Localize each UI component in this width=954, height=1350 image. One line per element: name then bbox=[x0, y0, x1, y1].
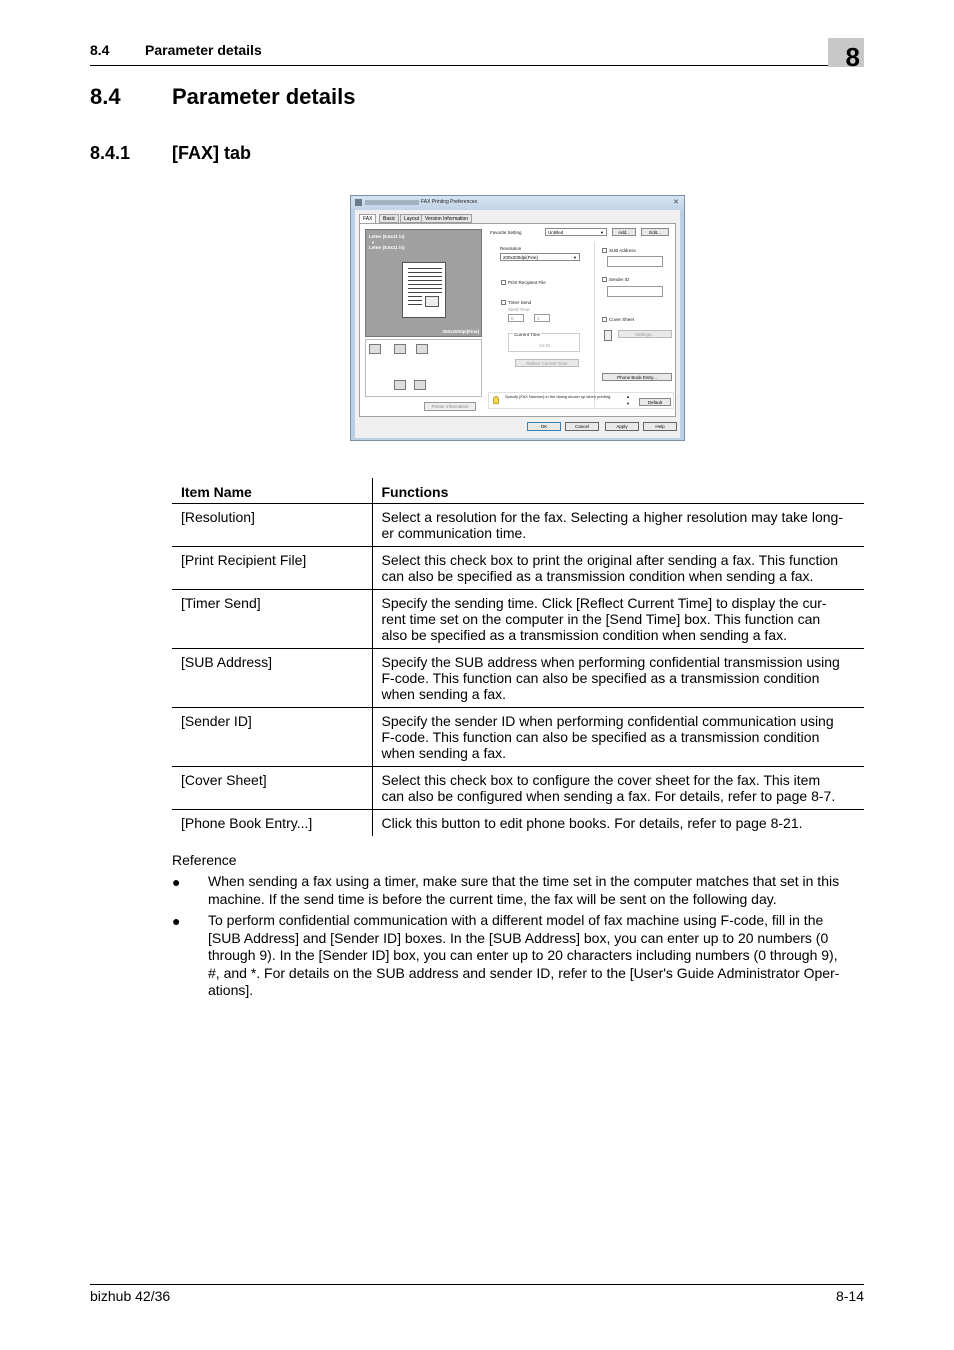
fax-preferences-screenshot bbox=[350, 195, 685, 441]
current-time-value: 12:41 bbox=[539, 343, 551, 348]
default-button[interactable]: Default bbox=[639, 398, 671, 406]
cover-sheet-checkbox[interactable] bbox=[602, 317, 607, 322]
scroll-up-icon[interactable]: ▲ bbox=[626, 394, 630, 399]
preview-page-icon bbox=[402, 262, 446, 318]
heading-title: Parameter details bbox=[172, 84, 356, 109]
item-name-cell: [Phone Book Entry...] bbox=[172, 809, 372, 836]
item-name-cell: [Resolution] bbox=[172, 503, 372, 546]
pane-divider bbox=[594, 242, 595, 407]
reflect-current-time-button[interactable]: Reflect Current Time bbox=[515, 359, 579, 367]
apply-button[interactable]: Apply bbox=[605, 422, 639, 431]
functions-cell: Specify the sender ID when performing confidential communication using F-code. This function can also be specified as a transmission condition when sending a fax. bbox=[372, 707, 864, 766]
preview-original-size: Letter (8.5x11 in) bbox=[369, 234, 405, 239]
help-button[interactable]: Help bbox=[643, 422, 677, 431]
chevron-down-icon: ▼ bbox=[573, 255, 577, 260]
chapter-number: 8 bbox=[845, 42, 860, 72]
fax-device-icon bbox=[369, 344, 381, 354]
running-header-section-number: 8.4 bbox=[90, 42, 110, 58]
running-header bbox=[90, 42, 864, 66]
resolution-label: Resolution bbox=[500, 246, 522, 251]
favorite-setting-label: Favorite Setting bbox=[490, 230, 522, 235]
reference-bullet-text: When sending a fax using a timer, make sure that the time set in the computer matches that set in this machine. If the send time is before the current time, the fax will be sent on the following day. bbox=[208, 873, 840, 907]
cover-stamp-icon bbox=[425, 296, 439, 307]
current-time-label: Current Time bbox=[514, 332, 541, 337]
sender-id-checkbox[interactable] bbox=[602, 277, 607, 282]
chapter-tab bbox=[828, 38, 864, 72]
window-titlebar bbox=[351, 196, 684, 210]
table-header-row bbox=[172, 478, 864, 503]
scroll-down-icon[interactable]: ▼ bbox=[626, 401, 630, 406]
functions-cell: Click this button to edit phone books. For details, refer to page 8-21. bbox=[381, 814, 803, 831]
subheading-title: [FAX] tab bbox=[172, 143, 251, 163]
bullet-icon: ● bbox=[172, 874, 181, 890]
hint-text: Specify [FAX Number] in the dialog shown up when printing. bbox=[505, 394, 612, 399]
functions-cell: Select this check box to print the original after sending a fax. This function can also be specified as a transmission condition when sending a fax. bbox=[372, 546, 864, 589]
bullet-icon: ● bbox=[172, 913, 181, 929]
cancel-button[interactable]: Cancel bbox=[565, 422, 599, 431]
hint-area bbox=[488, 392, 674, 409]
current-time-group bbox=[508, 333, 580, 352]
functions-cell: Specify the SUB address when performing confidential transmission using F-code. This function can also be specified as a transmission condition when sending a fax. bbox=[372, 648, 864, 707]
subheading-number: 8.4.1 bbox=[90, 143, 131, 163]
table-row bbox=[172, 648, 864, 707]
settings-button[interactable]: Settings... bbox=[618, 330, 672, 338]
footer-rule bbox=[90, 1284, 864, 1285]
timer-send-checkbox[interactable] bbox=[501, 300, 506, 305]
edit-button[interactable]: Edit... bbox=[641, 228, 669, 236]
option-icon bbox=[394, 344, 406, 354]
heading-number: 8.4 bbox=[90, 84, 121, 109]
blurred-printer-name bbox=[365, 200, 419, 205]
table-row bbox=[172, 809, 864, 836]
tab-fax[interactable]: FAX bbox=[359, 214, 376, 224]
timer-send-label: Timer Send bbox=[508, 300, 532, 305]
favorite-setting-select[interactable] bbox=[545, 228, 607, 236]
paper-preview bbox=[365, 229, 482, 337]
window-title: FAX Printing Preferences bbox=[421, 199, 478, 205]
preview-arrow-icon: ▼ bbox=[371, 240, 375, 245]
sub-address-checkbox[interactable] bbox=[602, 248, 607, 253]
lightbulb-icon bbox=[493, 396, 499, 404]
functions-cell: Select this check box to configure the cover sheet for the fax. This item can also be configured when sending a fax. For details, refer to page 8-7. bbox=[372, 766, 864, 809]
phone-book-entry-button[interactable]: Phone Book Entry... bbox=[602, 373, 672, 381]
table-row bbox=[172, 546, 864, 589]
sender-id-label: Sender ID bbox=[609, 277, 630, 282]
print-recipient-file-checkbox[interactable] bbox=[501, 280, 506, 285]
column-header-functions: Functions bbox=[372, 478, 864, 503]
tab-version-information[interactable]: Version Information bbox=[421, 214, 472, 223]
favorite-setting-value: Untitled bbox=[548, 230, 564, 235]
footer-page-number: 8-14 bbox=[835, 1288, 864, 1304]
reference-title: Reference bbox=[172, 852, 237, 868]
resolution-select[interactable] bbox=[500, 253, 580, 261]
preview-paper-size: Letter (8.5x11 in) bbox=[369, 245, 405, 250]
running-header-section-title: Parameter details bbox=[145, 42, 262, 58]
tab-basic[interactable]: Basic bbox=[379, 214, 399, 223]
chevron-down-icon: ▼ bbox=[600, 230, 604, 235]
fax-tab-panel bbox=[359, 223, 676, 417]
cover-sheet-icon bbox=[604, 330, 612, 341]
sub-address-label: SUB Address bbox=[609, 248, 636, 253]
window-body bbox=[355, 210, 680, 438]
item-name-cell: [Print Recipient File] bbox=[172, 546, 372, 589]
functions-cell: Select a resolution for the fax. Selecting a higher resolution may take long- er communication time. bbox=[372, 503, 864, 546]
sub-address-field[interactable] bbox=[607, 256, 663, 267]
tab-layout[interactable]: Layout bbox=[400, 214, 423, 223]
column-header-item-name: Item Name bbox=[172, 478, 372, 503]
table-row bbox=[172, 766, 864, 809]
send-time-minute-field[interactable]: 0 bbox=[534, 314, 550, 322]
parameter-table bbox=[172, 478, 864, 836]
send-time-hour-field[interactable]: 0 bbox=[508, 314, 524, 322]
item-name-cell: [Timer Send] bbox=[172, 589, 372, 648]
finisher-icon bbox=[394, 380, 406, 390]
close-icon[interactable]: ✕ bbox=[673, 199, 679, 206]
print-recipient-file-label: Print Recipient File bbox=[508, 280, 546, 285]
functions-cell: Specify the sending time. Click [Reflect Current Time] to display the cur- rent time set on the computer in the [Send Time] box. This function can also be specified as a transmission condition when sending a fax. bbox=[372, 589, 864, 648]
table-row bbox=[172, 589, 864, 648]
ok-button[interactable]: OK bbox=[527, 422, 561, 431]
preview-resolution: 200x200dpi(Fine) bbox=[442, 329, 479, 334]
table-row bbox=[172, 707, 864, 766]
item-name-cell: [Sender ID] bbox=[172, 707, 372, 766]
resolution-value: 200x200dpi(Fine) bbox=[503, 255, 539, 260]
printer-information-button[interactable]: Printer Information bbox=[424, 402, 476, 411]
settings-pane bbox=[486, 224, 676, 416]
item-name-cell: [SUB Address] bbox=[172, 648, 372, 707]
sender-id-field[interactable] bbox=[607, 286, 663, 297]
tray-icon bbox=[416, 344, 428, 354]
add-button[interactable]: Add... bbox=[612, 228, 636, 236]
users-icon bbox=[414, 380, 426, 390]
table-row bbox=[172, 503, 864, 546]
cover-sheet-label: Cover Sheet bbox=[609, 317, 635, 322]
printer-app-icon bbox=[355, 199, 362, 206]
footer-product-name: bizhub 42/36 bbox=[90, 1288, 171, 1304]
item-name-cell: [Cover Sheet] bbox=[172, 766, 372, 809]
reference-bullet-text: To perform confidential communication with a different model of fax machine using F-code, fill in the [SUB Address] and [Sender ID] boxes. In the [SUB Address] box, you can enter up to 20 numbers (0 through 9). In the [Sender ID] box, you can enter up to 20 characters including numbers (0 through 9), #, and *. For details on the SUB address and sender ID, refer to the [User's Guide Administrator Oper- ations]. bbox=[208, 912, 840, 998]
device-icon-area bbox=[365, 339, 482, 397]
send-time-label: Send Time bbox=[508, 307, 530, 312]
